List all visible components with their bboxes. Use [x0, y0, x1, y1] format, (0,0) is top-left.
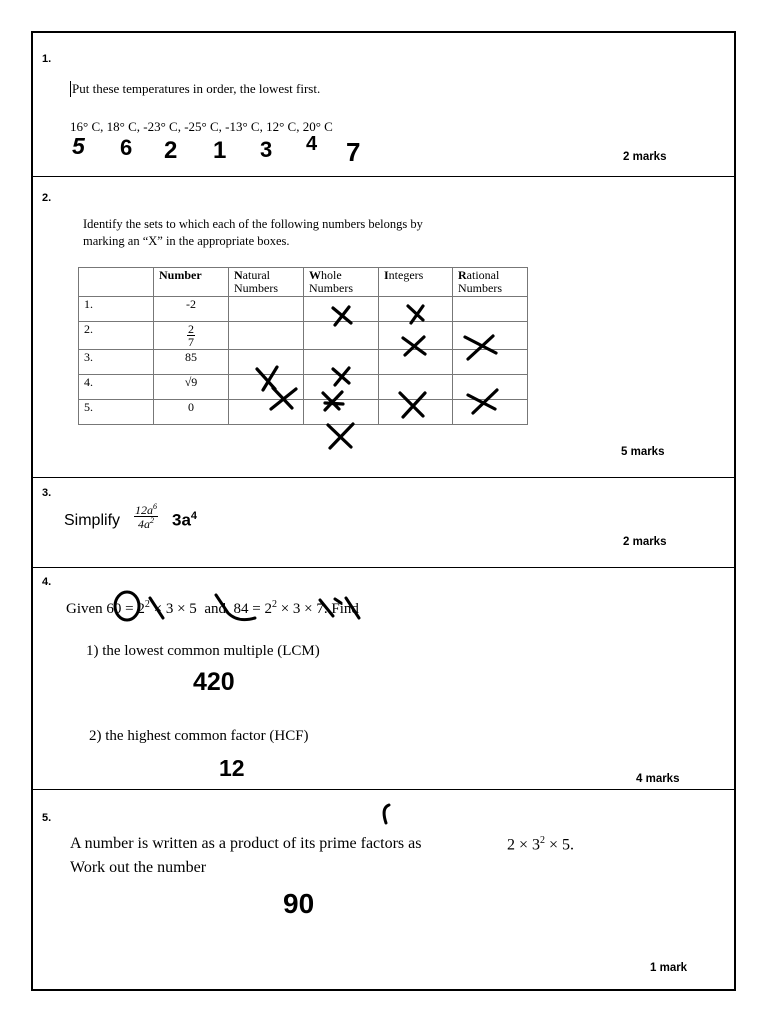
q5-handwritten-answer: 90: [283, 888, 315, 919]
q1-answer-5: 3: [260, 137, 273, 162]
question-4-marks: 4 marks: [636, 773, 680, 785]
q1-answer-6: 4: [306, 133, 318, 155]
question-5-marks: 1 mark: [650, 962, 688, 974]
question-5-line-1: A number is written as a product of its prime factors as: [70, 835, 422, 852]
row-value: √9: [154, 375, 229, 400]
q1-answer-4: 1: [213, 137, 227, 164]
q4-answer-hcf: 12: [219, 755, 245, 781]
stroke-mark: [384, 805, 389, 823]
row-label: 1.: [79, 297, 154, 322]
fraction: $\frac{2}{7}$: [188, 322, 194, 349]
row-label: 2.: [79, 322, 154, 350]
row-label: 3.: [79, 350, 154, 375]
q1-answer-7: 7: [346, 137, 361, 167]
question-4-part-1: 1) the lowest common multiple (LCM): [86, 643, 320, 659]
question-2-prompt-line-2: marking an “X” in the appropriate boxes.: [83, 234, 290, 248]
q3-handwritten-answer: $3a^4$: [172, 510, 198, 530]
question-2-number: 2.: [42, 192, 52, 204]
question-5-expression: $2 \times 3^2 \times 5$.: [507, 835, 575, 854]
q1-answer-2: 6: [120, 135, 133, 160]
worksheet: [31, 31, 736, 991]
header-integers: Integers: [379, 268, 453, 297]
header-whole: Whole Numbers: [304, 268, 379, 297]
question-2-marks: 5 marks: [621, 446, 665, 458]
q1-answer-1: 5: [72, 133, 85, 159]
question-1-prompt: Put these temperatures in order, the lowest first.: [72, 81, 321, 96]
question-1-temperatures: 16° C, 18° C, -23° C, -25° C, -13° C, 12° C, 20° C: [70, 119, 333, 134]
q1-answer-3: 2: [164, 137, 178, 164]
q4-answer-lcm: 420: [193, 668, 235, 696]
question-2-prompt-line-1: Identify the sets to which each of the following numbers belongs by: [83, 217, 423, 231]
question-5-number: 5.: [42, 812, 52, 824]
row-value: 85: [154, 350, 229, 375]
q3-fraction: $\frac{12a^6}{4a^2}$: [135, 502, 157, 531]
header-number: Number: [154, 268, 229, 297]
simplify-label: Simplify: [64, 512, 121, 529]
row-label: 5.: [79, 400, 154, 425]
question-1-number: 1.: [42, 53, 52, 65]
row-value: -2: [154, 297, 229, 322]
header-natural: Natural Numbers: [229, 268, 304, 297]
question-1-marks: 2 marks: [623, 151, 667, 163]
question-4-given: Given $60 = 2^2 \times 3 \times 5$ and $84 = 2^2 \times 3 \times 7$. Find: [66, 599, 359, 617]
row-value: 0: [154, 400, 229, 425]
question-4-number: 4.: [42, 576, 52, 588]
header-rational: Rational Numbers: [453, 268, 528, 297]
row-label: 4.: [79, 375, 154, 400]
question-3-marks: 2 marks: [623, 536, 667, 548]
question-5-line-2: Work out the number: [70, 859, 207, 876]
question-4-part-2: 2) the highest common factor (HCF): [89, 728, 309, 744]
question-3-number: 3.: [42, 487, 52, 499]
